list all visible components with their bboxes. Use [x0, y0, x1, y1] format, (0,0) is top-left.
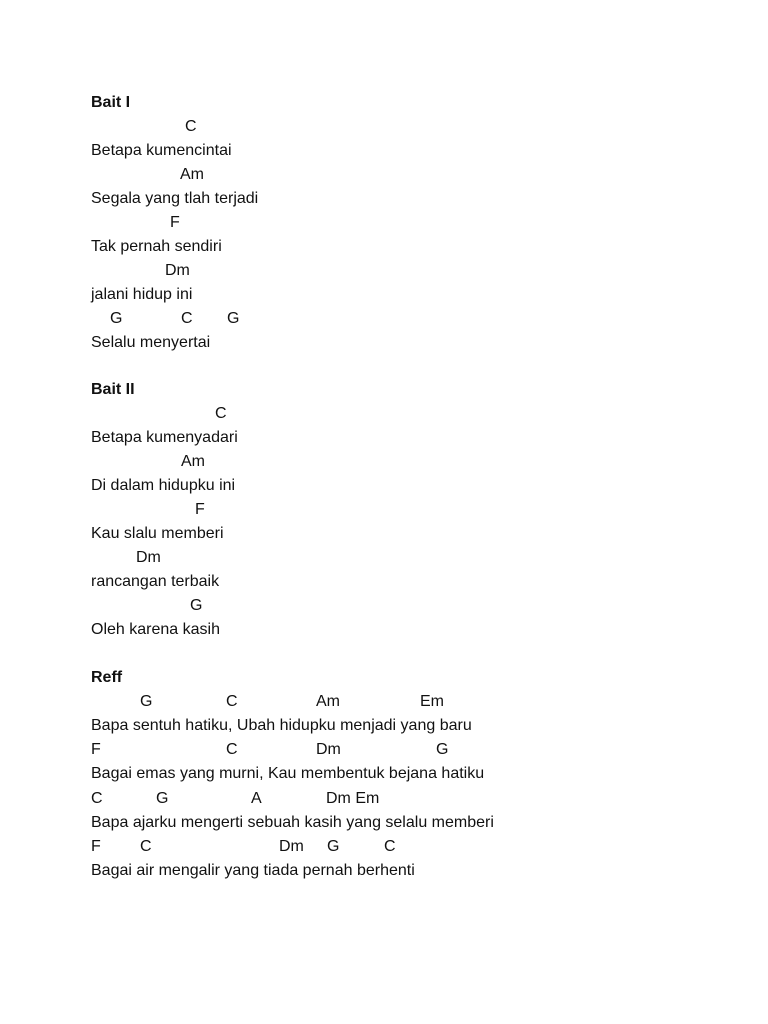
lyric-line: Selalu menyertai [91, 334, 211, 351]
chord: Am [180, 166, 204, 183]
chord: Dm [279, 838, 304, 855]
chord: Dm Em [326, 790, 380, 807]
chord: C [226, 693, 238, 710]
bait1-heading: Bait I [91, 94, 131, 111]
chord: C [185, 118, 197, 135]
lyric-line: Kau slalu memberi [91, 525, 224, 542]
chord: C [181, 310, 193, 327]
lyric-line: Tak pernah sendiri [91, 238, 222, 255]
lyric-line: Betapa kumencintai [91, 142, 232, 159]
chord: G [327, 838, 340, 855]
lyric-line: rancangan terbaik [91, 573, 220, 590]
chord: G [190, 597, 203, 614]
chord: F [91, 741, 101, 758]
chord: G [110, 310, 123, 327]
bait2-heading: Bait II [91, 381, 135, 398]
lyric-line: Bagai emas yang murni, Kau membentuk bejana hatiku [91, 765, 485, 782]
chord: G [227, 310, 240, 327]
chord: F [170, 214, 180, 231]
lyric-line: Oleh karena kasih [91, 621, 220, 638]
chord: Am [181, 453, 205, 470]
lyric-line: Bapa sentuh hatiku, Ubah hidupku menjadi yang baru [91, 717, 472, 734]
chord: C [215, 405, 227, 422]
chord: C [91, 790, 103, 807]
lyric-line: Di dalam hidupku ini [91, 477, 236, 494]
chord: Dm [165, 262, 190, 279]
lyric-line: Betapa kumenyadari [91, 429, 238, 446]
lyric-line: Bagai air mengalir yang tiada pernah berhenti [91, 862, 415, 879]
chord: G [436, 741, 449, 758]
chord: Dm [136, 549, 161, 566]
reff-heading: Reff [91, 669, 123, 686]
lyric-line: Segala yang tlah terjadi [91, 190, 259, 207]
chord: G [156, 790, 169, 807]
chord: F [91, 838, 101, 855]
chord: F [195, 501, 205, 518]
chord: C [384, 838, 396, 855]
chord: Em [420, 693, 444, 710]
chord: Dm [316, 741, 341, 758]
chord: C [226, 741, 238, 758]
lyric-line: jalani hidup ini [91, 286, 193, 303]
chord: Am [316, 693, 340, 710]
lyric-line: Bapa ajarku mengerti sebuah kasih yang selalu memberi [91, 814, 494, 831]
chord: G [140, 693, 153, 710]
chord: A [251, 790, 262, 807]
chord: C [140, 838, 152, 855]
